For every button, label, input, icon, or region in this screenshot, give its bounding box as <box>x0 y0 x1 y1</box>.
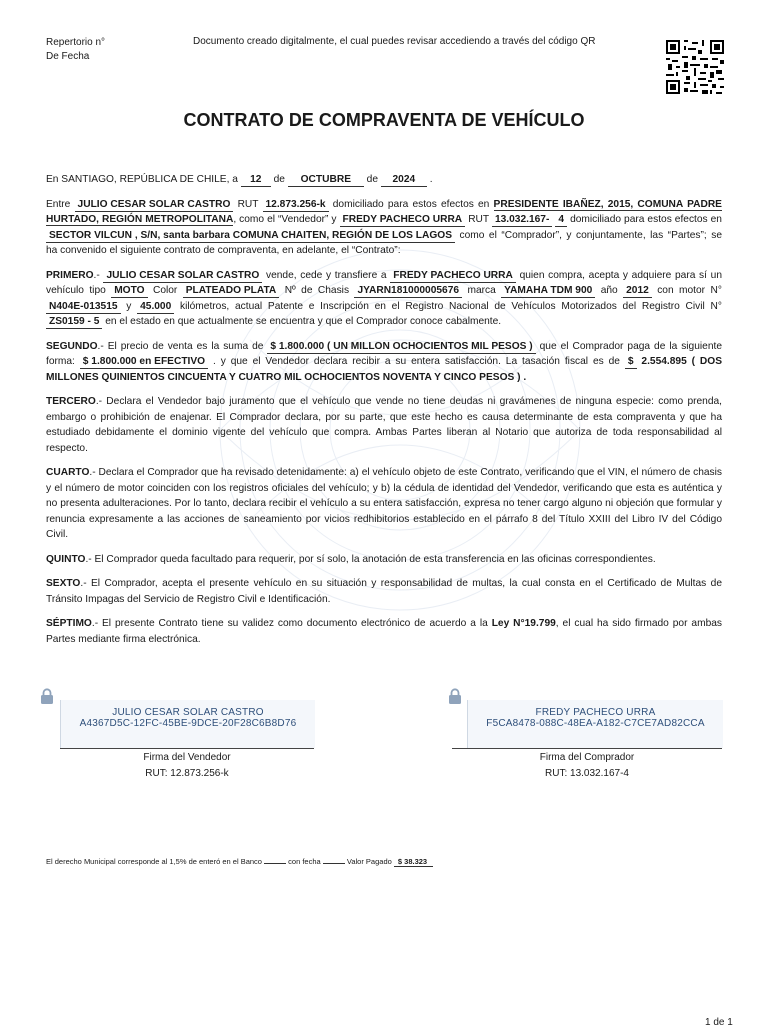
year-field: 2012 <box>623 285 652 298</box>
parties-text: domiciliado para estos efectos en <box>570 214 722 225</box>
seller-signature-caption <box>60 750 314 782</box>
clause-label: TERCERO <box>46 396 96 407</box>
buyer-name-field: FREDY PACHECO URRA <box>390 270 516 283</box>
clause-text: .- El precio de venta es la suma de <box>97 340 264 352</box>
intro-text: de <box>366 174 378 185</box>
seller-caption-label: Firma del Vendedor <box>143 752 231 763</box>
parties-text: domiciliado para estos efectos en <box>332 198 490 210</box>
buyer-rut-field: 13.032.167- <box>492 214 552 227</box>
footer-text: con fecha <box>288 857 321 866</box>
law-reference: Ley N°19.799 <box>491 618 556 629</box>
document-title: CONTRATO DE COMPRAVENTA DE VEHÍCULO <box>183 110 585 130</box>
clause-text: .- El presente Contrato tiene su validez como documento electrónico de acuerdo a la <box>91 618 488 629</box>
vehicle-color-field: PLATEADO PLATA <box>183 285 280 298</box>
clause-text: .- El Comprador, acepta el presente vehículo en su situación y responsabilidad de multas, la cual consta en el Certificado de Multas de Tránsito Impagas del Servicio de Registro Civil e Identificación. <box>46 578 722 605</box>
clause-text: marca <box>467 285 496 296</box>
clause-primero <box>46 268 722 330</box>
parties-text: RUT <box>468 214 489 225</box>
intro-text: En SANTIAGO, REPÚBLICA DE CHILE, a <box>46 174 238 185</box>
clause-quinto <box>46 552 722 568</box>
clause-label: PRIMERO <box>46 269 94 281</box>
clause-text: , el cual ha sido firmado por ambas Partes mediante firma electrónica. <box>46 618 722 645</box>
clause-text: en el estado en que actualmente se encuentra y que el Comprador conoce cabalmente. <box>105 316 502 327</box>
parties-text: como el “Comprador”, y conjuntamente, las “Partes”; se ha convenido el siguiente contrato de compraventa, en adelante, el “Contrato”: <box>46 229 722 256</box>
buyer-signature-name: FREDY PACHECO URRA <box>535 707 656 718</box>
clause-text: .- <box>93 269 100 281</box>
buyer-signature-id: F5CA8478-088C-48EA-A182-C7CE7AD82CCA <box>486 718 705 729</box>
day-field: 12 <box>241 174 271 187</box>
bank-blank <box>264 854 286 864</box>
contract-body <box>46 172 722 656</box>
clause-text: con motor N° <box>657 285 722 296</box>
footer-text: Valor Pagado <box>346 857 392 866</box>
vehicle-type-field: MOTO <box>111 285 147 298</box>
engine-field: N404E-013515 <box>46 301 121 314</box>
chassis-field: JYARN181000005676 <box>354 285 462 298</box>
buyer-name-field: FREDY PACHECO URRA <box>340 214 466 227</box>
clause-text: kilómetros, actual Patente e Inscripción en el Registro Nacional de Vehículos Motorizados del Registro Civil N° <box>180 300 722 312</box>
lock-icon <box>448 688 462 704</box>
seller-signature-name: JULIO CESAR SOLAR CASTRO <box>112 707 264 718</box>
clause-text: .- El Comprador queda facultado para requerir, por sí solo, la anotación de esta transferencia en las oficinas correspondientes. <box>85 553 656 565</box>
parties-text: RUT <box>237 198 259 210</box>
clause-text: que el Comprador paga de la siguiente forma: <box>46 340 722 367</box>
clause-segundo <box>46 339 722 386</box>
digital-notice: Documento creado digitalmente, el cual puedes revisar accediendo a través del código QR <box>193 36 596 47</box>
parties-paragraph <box>46 197 722 259</box>
clause-text: y <box>126 300 132 312</box>
fiscal-value-field: 2.554.895 ( DOS MILLONES QUINIENTOS CINCUENTA Y CUATRO MIL OCHOCIENTOS NOVENTA Y CINCO PESOS ) . <box>46 356 722 383</box>
clause-label: SEXTO <box>46 578 81 589</box>
buyer-rut-check-field: 4 <box>555 214 567 227</box>
seller-name-field: JULIO CESAR SOLAR CASTRO <box>103 270 262 283</box>
buyer-signature-caption <box>452 750 722 782</box>
clause-text: .- Declara el Vendedor bajo juramento que el vehículo que vende no tiene deudas ni gravámenes de ninguna especie: como prenda, embargo o prohibición de enajenar. El Comprador declara, por su parte, que este hecho es causa determinante de esta compraventa y que ha estudiado debidamente el dominio vigente del vehículo que compra. Ambas Partes liberan al Notario que autoriza de toda responsabilidad al respecto. <box>46 396 722 454</box>
repertorio-block <box>46 36 105 64</box>
clause-text: Color <box>152 285 178 296</box>
qr-code-icon[interactable] <box>666 40 724 94</box>
km-field: 45.000 <box>137 301 174 314</box>
buyer-address-field: SECTOR VILCUN , S/N, santa barbara COMUNA CHAITEN, REGIÓN DE LOS LAGOS <box>46 230 455 243</box>
clause-label: SÉPTIMO <box>46 618 92 629</box>
seller-signature-box <box>60 700 315 748</box>
seller-signature-line <box>60 748 314 749</box>
payment-form-field: $ 1.800.000 en EFECTIVO <box>80 356 208 369</box>
seller-caption-rut: RUT: 12.873.256-k <box>145 768 229 779</box>
clause-text: quien compra, acepta y adquiere para sí un vehículo tipo <box>46 269 722 296</box>
repertorio-label: Repertorio n° <box>46 37 106 48</box>
year-field: 2024 <box>381 174 427 187</box>
buyer-caption-rut: RUT: 13.032.167-4 <box>545 768 629 779</box>
price-field: $ 1.800.000 ( UN MILLON OCHOCIENTOS MIL PESOS ) <box>267 341 535 354</box>
clause-label: SEGUNDO <box>46 340 98 352</box>
date-blank <box>323 854 345 864</box>
clause-label: QUINTO <box>46 553 86 565</box>
seller-name-field: JULIO CESAR SOLAR CASTRO <box>75 199 234 212</box>
plate-field: ZS0159 - 5 <box>46 316 102 329</box>
fiscal-value-symbol: $ <box>625 356 637 369</box>
paid-value-field: $ 38.323 <box>394 857 433 867</box>
intro-text: de <box>273 174 285 185</box>
lock-icon <box>40 688 54 704</box>
buyer-signature-line <box>452 748 722 749</box>
clause-text: Nº de Chasis <box>284 285 350 296</box>
footer-text: El derecho Municipal corresponde al 1,5% de enteró en el Banco <box>46 857 262 866</box>
clause-text: año <box>600 285 618 296</box>
clause-text: .- Declara el Comprador que ha revisado detenidamente: a) el vehículo objeto de este Contrato, verificando que el VIN, el número de chasis y el número de motor coinciden con los registros oficiales del vehículo; y b) la cédula de identidad del Vendedor, verificando que esta es auténtica y no presenta adulteraciones. Por lo tanto, declara recibir el vehículo a su entera satisfacción, expresa no tener cargo alguno ni objeción que formular y renuncia expresamente a las acciones de saneamiento por vicios redhibitorios establecido en el párrafo 8 del Título XXIII del Libro IV del Código Civil. <box>46 467 722 540</box>
seller-signature-id: A4367D5C-12FC-45BE-9DCE-20F28C6B8D76 <box>79 718 297 729</box>
clause-sexto <box>46 576 722 607</box>
clause-cuarto <box>46 465 722 543</box>
clause-tercero <box>46 394 722 456</box>
seller-rut-field: 12.873.256-k <box>263 199 329 212</box>
parties-text: , como el “Vendedor” y <box>233 214 337 225</box>
clause-label: CUARTO <box>46 467 90 478</box>
parties-text: Entre <box>46 198 71 210</box>
brand-field: YAMAHA TDM 900 <box>501 285 595 298</box>
municipal-fee-note <box>46 854 433 867</box>
seller-address-field: PRESIDENTE IBAÑEZ, 2015, COMUNA PADRE HURTADO, REGIÓN METROPOLITANA <box>46 198 722 225</box>
month-field: OCTUBRE <box>288 174 364 187</box>
intro-paragraph <box>46 172 722 188</box>
buyer-caption-label: Firma del Comprador <box>539 752 635 763</box>
buyer-signature-box <box>467 700 723 748</box>
de-fecha-label: De Fecha <box>46 51 90 62</box>
page-number: 1 de 1 <box>705 1017 733 1028</box>
clause-text: . y que el Vendedor declara recibir a su entera satisfacción. La tasación fiscal es de <box>213 356 620 367</box>
clause-text: vende, cede y transfiere a <box>265 269 387 281</box>
intro-text: . <box>429 174 433 185</box>
clause-septimo <box>46 616 722 647</box>
